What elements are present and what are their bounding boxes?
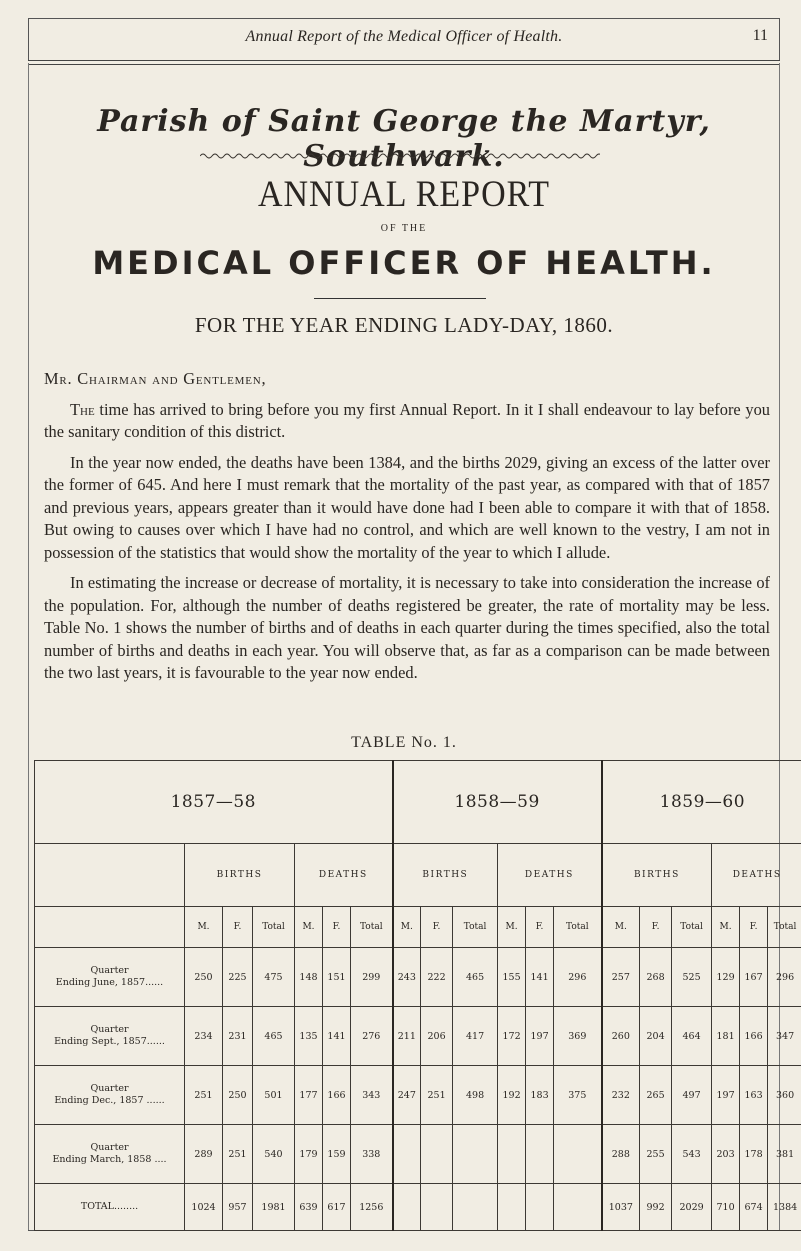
- row-label: [35, 1066, 185, 1125]
- table-cell: 417: [453, 1007, 498, 1066]
- table-cell: 498: [453, 1066, 498, 1125]
- table-cell: 222: [421, 948, 453, 1007]
- year-heading-1858-59: [393, 761, 602, 844]
- table-cell: 177: [295, 1066, 323, 1125]
- table-row: [35, 1066, 801, 1125]
- total-cell: 1981: [253, 1184, 295, 1231]
- table-title: TABLE No. 1.: [351, 734, 457, 751]
- table-cell: 288: [602, 1125, 640, 1184]
- subheader-cell: F.: [421, 907, 453, 948]
- table-cell: 543: [672, 1125, 712, 1184]
- table-cell: 540: [253, 1125, 295, 1184]
- table-cell: 181: [712, 1007, 740, 1066]
- row-label-line2: Ending Dec., 1857 ......: [54, 1095, 165, 1106]
- total-cell: [393, 1184, 421, 1231]
- subheader-cell: Total: [253, 907, 295, 948]
- total-cell: [526, 1184, 554, 1231]
- subheader-cell: M.: [295, 907, 323, 948]
- table-cell: 255: [640, 1125, 672, 1184]
- table-cell: 206: [421, 1007, 453, 1066]
- table-cell: 250: [185, 948, 223, 1007]
- group-births: BIRTHS: [393, 844, 498, 907]
- group-deaths: DEATHS: [712, 844, 801, 907]
- table-cell: 465: [453, 948, 498, 1007]
- total-cell: 1037: [602, 1184, 640, 1231]
- table-cell: 135: [295, 1007, 323, 1066]
- subheader-cell: Total: [672, 907, 712, 948]
- subheader-cell: F.: [323, 907, 351, 948]
- table-cell: 250: [223, 1066, 253, 1125]
- births-deaths-table: [34, 760, 801, 1231]
- row-label-line1: Quarter: [90, 1142, 129, 1153]
- table-cell: 247: [393, 1066, 421, 1125]
- subheader-cell: M.: [712, 907, 740, 948]
- paragraph-1: [44, 399, 770, 444]
- subheader-cell: F.: [526, 907, 554, 948]
- total-cell: 639: [295, 1184, 323, 1231]
- table-cell: 257: [602, 948, 640, 1007]
- table-cell: 251: [421, 1066, 453, 1125]
- table-cell: 141: [323, 1007, 351, 1066]
- table-body: [35, 948, 801, 1231]
- group-header-row: [35, 844, 801, 907]
- table-cell: 232: [602, 1066, 640, 1125]
- table-cell: 166: [740, 1007, 768, 1066]
- table-cell: 265: [640, 1066, 672, 1125]
- group-births: BIRTHS: [602, 844, 712, 907]
- table-row: [35, 948, 801, 1007]
- row-label-line2: Ending June, 1857......: [55, 977, 164, 988]
- salutation: Mr. Chairman and Gentlemen,: [44, 369, 267, 388]
- table-row: [35, 1125, 801, 1184]
- table-cell: 234: [185, 1007, 223, 1066]
- left-border: [28, 63, 29, 1231]
- table-cell: [498, 1125, 526, 1184]
- table-cell: 251: [185, 1066, 223, 1125]
- table-cell: 347: [768, 1007, 801, 1066]
- report-page: [28, 18, 798, 1233]
- subheader-cell: M.: [393, 907, 421, 948]
- year-heading-1859-60: [602, 761, 801, 844]
- year-label: 1857—58: [170, 792, 256, 812]
- table-cell: 251: [223, 1125, 253, 1184]
- table-cell: 465: [253, 1007, 295, 1066]
- table-cell: [526, 1125, 554, 1184]
- year-header-row: [35, 761, 801, 844]
- table-cell: 497: [672, 1066, 712, 1125]
- table-cell: 166: [323, 1066, 351, 1125]
- total-cell: [453, 1184, 498, 1231]
- table-cell: 260: [602, 1007, 640, 1066]
- total-cell: [498, 1184, 526, 1231]
- table-cell: 343: [351, 1066, 393, 1125]
- table-cell: 129: [712, 948, 740, 1007]
- paragraph-1-text: time has arrived to bring before you my first Annual Report. In it I shall endeavour to lay before you the sanitary condition of this district.: [44, 399, 770, 441]
- row-label-line1: Quarter: [90, 1083, 129, 1094]
- table-cell: 163: [740, 1066, 768, 1125]
- row-label-header: [35, 844, 185, 907]
- table-cell: 381: [768, 1125, 801, 1184]
- table-cell: 525: [672, 948, 712, 1007]
- subheader-cell: Total: [768, 907, 801, 948]
- table-cell: 151: [323, 948, 351, 1007]
- subheader-cell: F.: [740, 907, 768, 948]
- table-cell: 268: [640, 948, 672, 1007]
- year-label: 1858—59: [454, 792, 540, 812]
- table-cell: 159: [323, 1125, 351, 1184]
- row-label: [35, 1125, 185, 1184]
- table-cell: 197: [712, 1066, 740, 1125]
- title-rule: [314, 298, 486, 299]
- table-cell: [393, 1125, 421, 1184]
- paragraph-3: In estimating the increase or decrease of mortality, it is necessary to take into consideration the increase of the population. For, although the number of deaths registered be greater, the rate of mortality may be less. Table No. 1 shows the number of births and of deaths in each quarter during the times specified, also the total number of births and deaths in each year. You will observe that, as far as a comparison can be made between the two last years, it is favourable to the year now ended.: [44, 573, 770, 682]
- year-label: 1859—60: [659, 792, 746, 812]
- subheader-row: [35, 907, 801, 948]
- running-title: Annual Report of the Medical Officer of Health.: [245, 28, 563, 45]
- table-cell: [453, 1125, 498, 1184]
- table-cell: [554, 1125, 602, 1184]
- wavy-ornament-rule: [200, 152, 600, 160]
- total-cell: [421, 1184, 453, 1231]
- table-cell: 296: [554, 948, 602, 1007]
- table-cell: 475: [253, 948, 295, 1007]
- row-label-line2: Ending Sept., 1857......: [54, 1036, 165, 1047]
- table-cell: 155: [498, 948, 526, 1007]
- table-cell: 231: [223, 1007, 253, 1066]
- table-cell: 172: [498, 1007, 526, 1066]
- table-cell: 243: [393, 948, 421, 1007]
- table-cell: 204: [640, 1007, 672, 1066]
- subheader-cell: F.: [640, 907, 672, 948]
- total-cell: 2029: [672, 1184, 712, 1231]
- group-deaths: DEATHS: [498, 844, 602, 907]
- table-cell: 167: [740, 948, 768, 1007]
- group-deaths: DEATHS: [295, 844, 393, 907]
- subheader-cell: Total: [453, 907, 498, 948]
- total-cell: 1024: [185, 1184, 223, 1231]
- parish-heading: Parish of Saint George the Martyr, Southwark.: [97, 104, 711, 174]
- total-label: TOTAL........: [35, 1184, 185, 1231]
- table-cell: 183: [526, 1066, 554, 1125]
- row-label-line1: Quarter: [90, 965, 129, 976]
- subheader-cell: M.: [602, 907, 640, 948]
- subheader-cell: F.: [223, 907, 253, 948]
- total-cell: 992: [640, 1184, 672, 1231]
- table-cell: 178: [740, 1125, 768, 1184]
- table-cell: 338: [351, 1125, 393, 1184]
- table-cell: 225: [223, 948, 253, 1007]
- table-cell: 197: [526, 1007, 554, 1066]
- table-cell: 289: [185, 1125, 223, 1184]
- row-label-subheader: [35, 907, 185, 948]
- row-label: [35, 1007, 185, 1066]
- total-row: [35, 1184, 801, 1231]
- table-cell: 192: [498, 1066, 526, 1125]
- subheader-cell: M.: [185, 907, 223, 948]
- table-cell: 203: [712, 1125, 740, 1184]
- table-cell: 211: [393, 1007, 421, 1066]
- table-row: [35, 1007, 801, 1066]
- subheader-cell: Total: [554, 907, 602, 948]
- report-title-officer: MEDICAL OFFICER OF HEALTH.: [92, 244, 716, 282]
- table-cell: 141: [526, 948, 554, 1007]
- report-period: FOR THE YEAR ENDING LADY-DAY, 1860.: [194, 313, 614, 337]
- header-double-rule: [28, 60, 780, 65]
- table-cell: 179: [295, 1125, 323, 1184]
- subheader-cell: M.: [498, 907, 526, 948]
- subheader-cell: Total: [351, 907, 393, 948]
- table-cell: 296: [768, 948, 801, 1007]
- row-label: [35, 948, 185, 1007]
- total-cell: [554, 1184, 602, 1231]
- page-number: 11: [752, 27, 768, 44]
- row-label-line2: Ending March, 1858 ....: [52, 1154, 167, 1165]
- total-cell: 1256: [351, 1184, 393, 1231]
- table-cell: 360: [768, 1066, 801, 1125]
- table-cell: 464: [672, 1007, 712, 1066]
- total-cell: 674: [740, 1184, 768, 1231]
- paragraph-1-lead: The: [70, 399, 95, 419]
- table-cell: 369: [554, 1007, 602, 1066]
- row-label-line1: Quarter: [90, 1024, 129, 1035]
- table-cell: 501: [253, 1066, 295, 1125]
- report-title-of-the: OF THE: [380, 223, 428, 234]
- report-title: ANNUAL REPORT: [257, 174, 551, 215]
- total-cell: 1384: [768, 1184, 801, 1231]
- table-cell: [421, 1125, 453, 1184]
- total-cell: 710: [712, 1184, 740, 1231]
- total-cell: 617: [323, 1184, 351, 1231]
- table-cell: 375: [554, 1066, 602, 1125]
- report-body: [44, 368, 770, 693]
- total-cell: 957: [223, 1184, 253, 1231]
- paragraph-2: In the year now ended, the deaths have been 1384, and the births 2029, giving an excess of the latter over the former of 645. And here I must remark that the mortality of the past year, as compared with that of 1857 and previous years, appears greater than it would have done had I been able to compare it with that of 1858. But owing to causes over which I have had no control, and which are well known to the vestry, I am not in possession of the statistics that would show the mortality of the year to which I allude.: [44, 452, 770, 562]
- year-heading-1857-58: [35, 761, 393, 844]
- table-cell: 276: [351, 1007, 393, 1066]
- table-cell: 299: [351, 948, 393, 1007]
- table-cell: 148: [295, 948, 323, 1007]
- group-births: BIRTHS: [185, 844, 295, 907]
